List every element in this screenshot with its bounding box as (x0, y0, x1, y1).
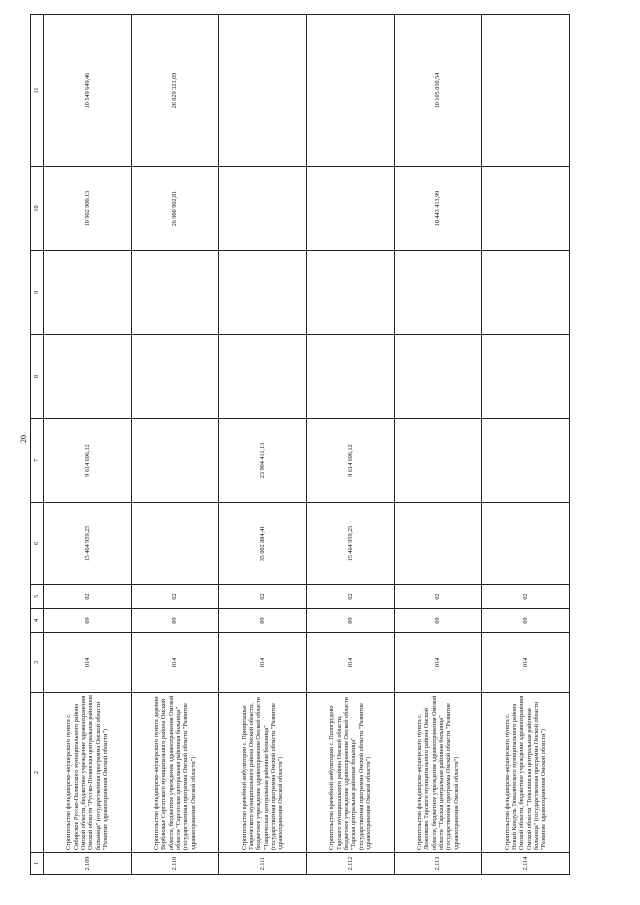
cell-col11: 10 549 649,46 (44, 15, 132, 167)
cell-col8 (306, 335, 394, 419)
cell-col4: 09 (131, 609, 219, 633)
object-name: Строительство фельдшерско-акушерского пункта с. Новый Кондуль Тюкалинского муниципального района Омской области, бюджетное учреждение здравоохранения Омской области "Тюкалинская центральная районная больница" (государственная программа Омской области "Развитие здравоохранения Омской области") (482, 693, 570, 853)
cell-col6 (131, 503, 219, 585)
cell-col7 (394, 419, 482, 503)
col-header: 11 (31, 15, 44, 167)
col-header: 1 (31, 853, 44, 875)
cell-col7 (482, 419, 570, 503)
cell-col5: 02 (394, 585, 482, 609)
col-header: 10 (31, 167, 44, 251)
cell-col9 (394, 251, 482, 335)
cell-col10: 10 443 413,99 (394, 167, 482, 251)
cell-col8 (219, 335, 307, 419)
cell-col3: 014 (131, 633, 219, 693)
table-row (482, 15, 570, 875)
object-name: Строительство фельдшерско-акушерского пункта деревни Верблюжье Саргатского муниципального района Омской области, бюджетное учреждение здравоохранения Омской области "Саргатская центральная районная больница" (государственная программа Омской области "Развитие здравоохранения Омской области") (131, 693, 219, 853)
col-header: 3 (31, 633, 44, 693)
cell-col9 (306, 251, 394, 335)
col-header: 6 (31, 503, 44, 585)
cell-col4: 09 (306, 609, 394, 633)
budget-table (30, 14, 570, 875)
cell-col10: 10 902 900,13 (44, 167, 132, 251)
table-row (44, 15, 132, 875)
cell-col8 (482, 335, 570, 419)
row-number: 2.111 (219, 853, 307, 875)
cell-col3: 014 (306, 633, 394, 693)
cell-col7 (131, 419, 219, 503)
cell-col8 (44, 335, 132, 419)
cell-col8 (131, 335, 219, 419)
col-header: 4 (31, 609, 44, 633)
table-row (219, 15, 307, 875)
cell-col7: 9 614 696,12 (44, 419, 132, 503)
cell-col11: 26 029 321,69 (131, 15, 219, 167)
cell-col11: 10 105 050,54 (394, 15, 482, 167)
cell-col4: 09 (482, 609, 570, 633)
page-number: 20 (19, 435, 28, 443)
cell-col10 (219, 167, 307, 251)
col-header: 5 (31, 585, 44, 609)
row-number: 2.112 (306, 853, 394, 875)
cell-col11 (306, 15, 394, 167)
cell-col5: 02 (219, 585, 307, 609)
cell-col11 (219, 15, 307, 167)
cell-col3: 014 (44, 633, 132, 693)
table-row (306, 15, 394, 875)
table-row (131, 15, 219, 875)
cell-col6 (482, 503, 570, 585)
cell-col4: 09 (394, 609, 482, 633)
cell-col9 (44, 251, 132, 335)
cell-col8 (394, 335, 482, 419)
cell-col10: 26 900 902,81 (131, 167, 219, 251)
row-number: 2.113 (394, 853, 482, 875)
cell-col5: 02 (306, 585, 394, 609)
cell-col3: 014 (394, 633, 482, 693)
cell-col9 (131, 251, 219, 335)
cell-col5: 02 (482, 585, 570, 609)
header-row (31, 15, 44, 875)
cell-col3: 014 (219, 633, 307, 693)
row-number: 2.110 (131, 853, 219, 875)
object-name: Строительство врачебной амбулатории с. Прииртышье Таврического муниципального района Омской области, бюджетное учреждение здравоохранения Омской области "Таврическая центральная районная больница" (государственная программа Омской области "Развитие здравоохранения Омской области") (219, 693, 307, 853)
cell-col9 (482, 251, 570, 335)
cell-col10 (306, 167, 394, 251)
object-name: Строительство фельдшерско-акушерского пункта с. Ложниково Тарского муниципального района Омской области, бюджетное учреждение здравоохранения Омской области "Тарская центральная районная больница" (государственная программа Омской области "Развитие здравоохранения Омской области") (394, 693, 482, 853)
col-header: 2 (31, 693, 44, 853)
rotated-page (30, 15, 570, 875)
table-row (394, 15, 482, 875)
cell-col10 (482, 167, 570, 251)
cell-col6: 15 464 959,25 (44, 503, 132, 585)
cell-col9 (219, 251, 307, 335)
object-name: Строительство фельдшерско-акушерского пункта с. Сибирское Русско-Полянского муниципального района Омской области, бюджетное учреждение здравоохранения Омской области "Русско-Полянская центральная районная больница" (государственная программа Омской области "Развитие здравоохранения Омской области") (44, 693, 132, 853)
cell-col3: 014 (482, 633, 570, 693)
cell-col5: 02 (44, 585, 132, 609)
cell-col5: 02 (131, 585, 219, 609)
cell-col6 (394, 503, 482, 585)
row-number: 2.114 (482, 853, 570, 875)
cell-col4: 09 (44, 609, 132, 633)
cell-col7: 9 614 696,12 (306, 419, 394, 503)
col-header: 9 (31, 251, 44, 335)
cell-col4: 09 (219, 609, 307, 633)
cell-col7: 23 904 411,13 (219, 419, 307, 503)
col-header: 7 (31, 419, 44, 503)
cell-col6: 35 002 884,41 (219, 503, 307, 585)
row-number: 2.109 (44, 853, 132, 875)
col-header: 8 (31, 335, 44, 419)
cell-col6: 15 464 959,25 (306, 503, 394, 585)
object-name: Строительство врачебной амбулатории с. Пологрудово Тарского муниципального района Омской области, бюджетное учреждение здравоохранения Омской области "Тарская центральная районная больница" (государственная программа Омской области "Развитие здравоохранения Омской области") (306, 693, 394, 853)
cell-col11 (482, 15, 570, 167)
